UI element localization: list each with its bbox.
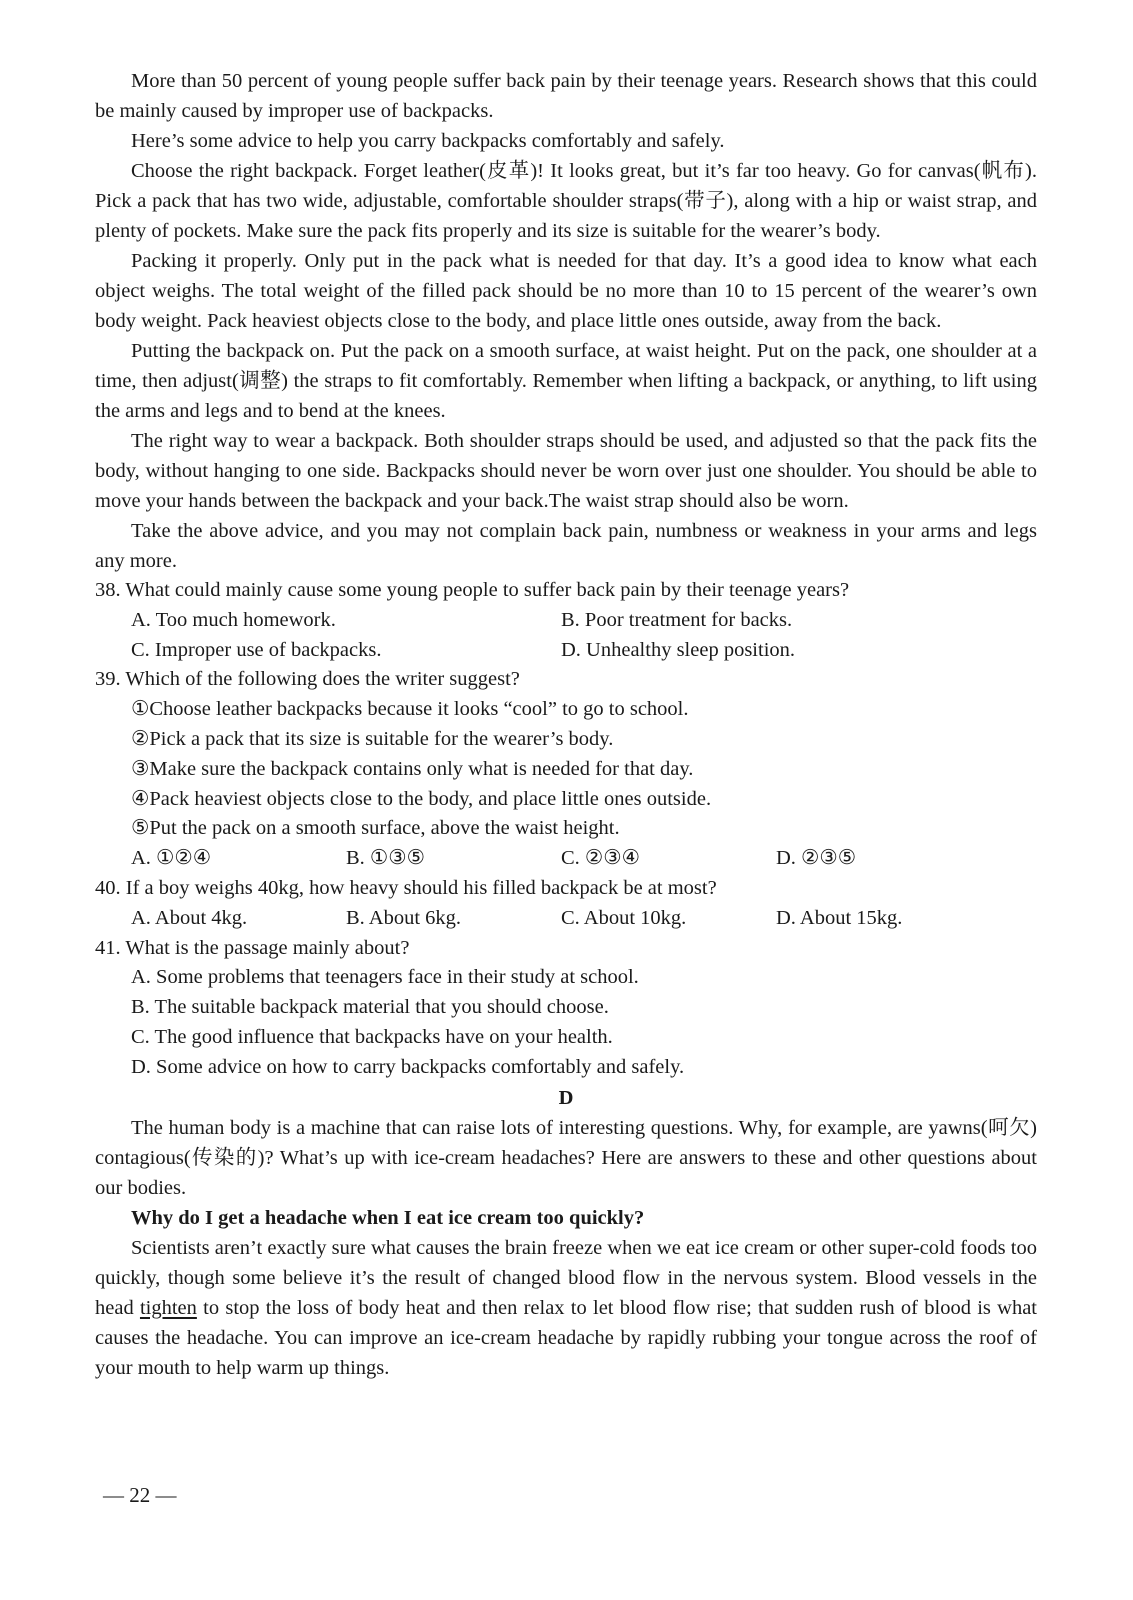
option-c: C. The good influence that backpacks have on your health. [131, 1025, 613, 1048]
option-b: B. ①③⑤ [346, 847, 426, 870]
option-d: D. Unhealthy sleep position. [561, 638, 796, 661]
body-text-before: Scientists aren’t exactly sure what causes the brain freeze when we eat ice cream or other super-cold foods too quickly, though some believe it’s the result of changed blood flow in the nervous system. Blood vessels in the head [95, 1236, 1037, 1319]
question-39-item: ①Choose leather backpacks because it looks “cool” to go to school. [131, 698, 689, 721]
section-heading: D [558, 1086, 574, 1109]
page-number: — 22 — [103, 1483, 177, 1507]
passage-paragraph: Here’s some advice to help you carry backpacks comfortably and safely. [131, 130, 725, 152]
option-c: C. Improper use of backpacks. [131, 638, 382, 661]
question-38-options-row1 [95, 606, 1037, 636]
option-a: A. ①②④ [131, 847, 212, 870]
passage-d-intro: The human body is a machine that can raise lots of interesting questions. Why, for example, are yawns(呵欠) contagious(传染的)? What’s up with ice-cream headaches? Here are answers to these and other questions about our bodies. [95, 1116, 1037, 1199]
question-41-stem: 41. What is the passage mainly about? [95, 936, 410, 959]
passage-paragraph: The right way to wear a backpack. Both shoulder straps should be used, and adjusted so that the pack fits the body, without hanging to one side. Backpacks should never be worn over just one shoulder. You should be able to move your hands between the backpack and your back.The waist strap should also be worn. [95, 430, 1037, 512]
option-a: A. About 4kg. [131, 906, 248, 929]
option-a: A. Too much homework. [131, 608, 336, 631]
option-d: D. ②③⑤ [776, 847, 857, 870]
passage-d-subheading: Why do I get a headache when I eat ice cream too quickly? [131, 1206, 645, 1229]
option-c: C. ②③④ [561, 847, 641, 870]
option-b: B. The suitable backpack material that you should choose. [131, 996, 609, 1019]
passage-paragraph: More than 50 percent of young people suffer back pain by their teenage years. Research shows that this could be mainly caused by improper use of backpacks. [95, 70, 1037, 122]
option-b: B. About 6kg. [346, 906, 462, 929]
passage-paragraph: Packing it properly. Only put in the pack what is needed for that day. It’s a good idea to know what each object weighs. The total weight of the filled pack should be no more than 10 to 15 percent of the wearer’s own body weight. Pack heaviest objects close to the body, and place little ones outside, away from the back. [95, 250, 1037, 332]
question-39-stem: 39. Which of the following does the writer suggest? [95, 668, 520, 691]
passage-paragraph: Putting the backpack on. Put the pack on a smooth surface, at waist height. Put on the pack, one shoulder at a time, then adjust(调整) the straps to fit comfortably. Remember when lifting a backpack, or anything, to lift using the arms and legs and to bend at the knees. [95, 340, 1037, 422]
question-39-item: ③Make sure the backpack contains only what is needed for that day. [131, 757, 694, 780]
option-d: D. About 15kg. [776, 906, 903, 929]
question-40-options [95, 904, 1037, 934]
option-a: A. Some problems that teenagers face in their study at school. [131, 966, 639, 989]
question-38-options-row2 [95, 636, 1037, 666]
passage-d-body [95, 1233, 1037, 1383]
underlined-word: tighten [139, 1296, 197, 1319]
passage-paragraph: Choose the right backpack. Forget leather(皮革)! It looks great, but it’s far too heavy. Go for canvas(帆布). Pick a pack that has two wide, adjustable, comfortable shoulder straps(带子), along with a hip or waist strap, and plenty of pockets. Make sure the pack fits properly and its size is suitable for the wearer’s body. [95, 160, 1037, 242]
question-38-stem: 38. What could mainly cause some young people to suffer back pain by their teenage years? [95, 579, 850, 601]
question-40-stem: 40. If a boy weighs 40kg, how heavy should his filled backpack be at most? [95, 876, 717, 899]
option-c: C. About 10kg. [561, 906, 687, 929]
option-b: B. Poor treatment for backs. [561, 608, 793, 631]
passage-paragraph: Take the above advice, and you may not complain back pain, numbness or weakness in your arms and legs any more. [95, 520, 1037, 572]
body-text-after: to stop the loss of body heat and then relax to let blood flow rise; that sudden rush of blood is what causes the headache. You can improve an ice-cream headache by rapidly rubbing your tongue across the roof of your mouth to help warm up things. [95, 1296, 1037, 1379]
option-d: D. Some advice on how to carry backpacks comfortably and safely. [131, 1055, 685, 1078]
question-39-item: ②Pick a pack that its size is suitable for the wearer’s body. [131, 727, 614, 750]
question-39-options [95, 844, 1037, 874]
question-39-item: ④Pack heaviest objects close to the body, and place little ones outside. [131, 787, 712, 810]
question-39-item: ⑤Put the pack on a smooth surface, above the waist height. [131, 817, 620, 840]
page-content [95, 66, 1037, 1383]
